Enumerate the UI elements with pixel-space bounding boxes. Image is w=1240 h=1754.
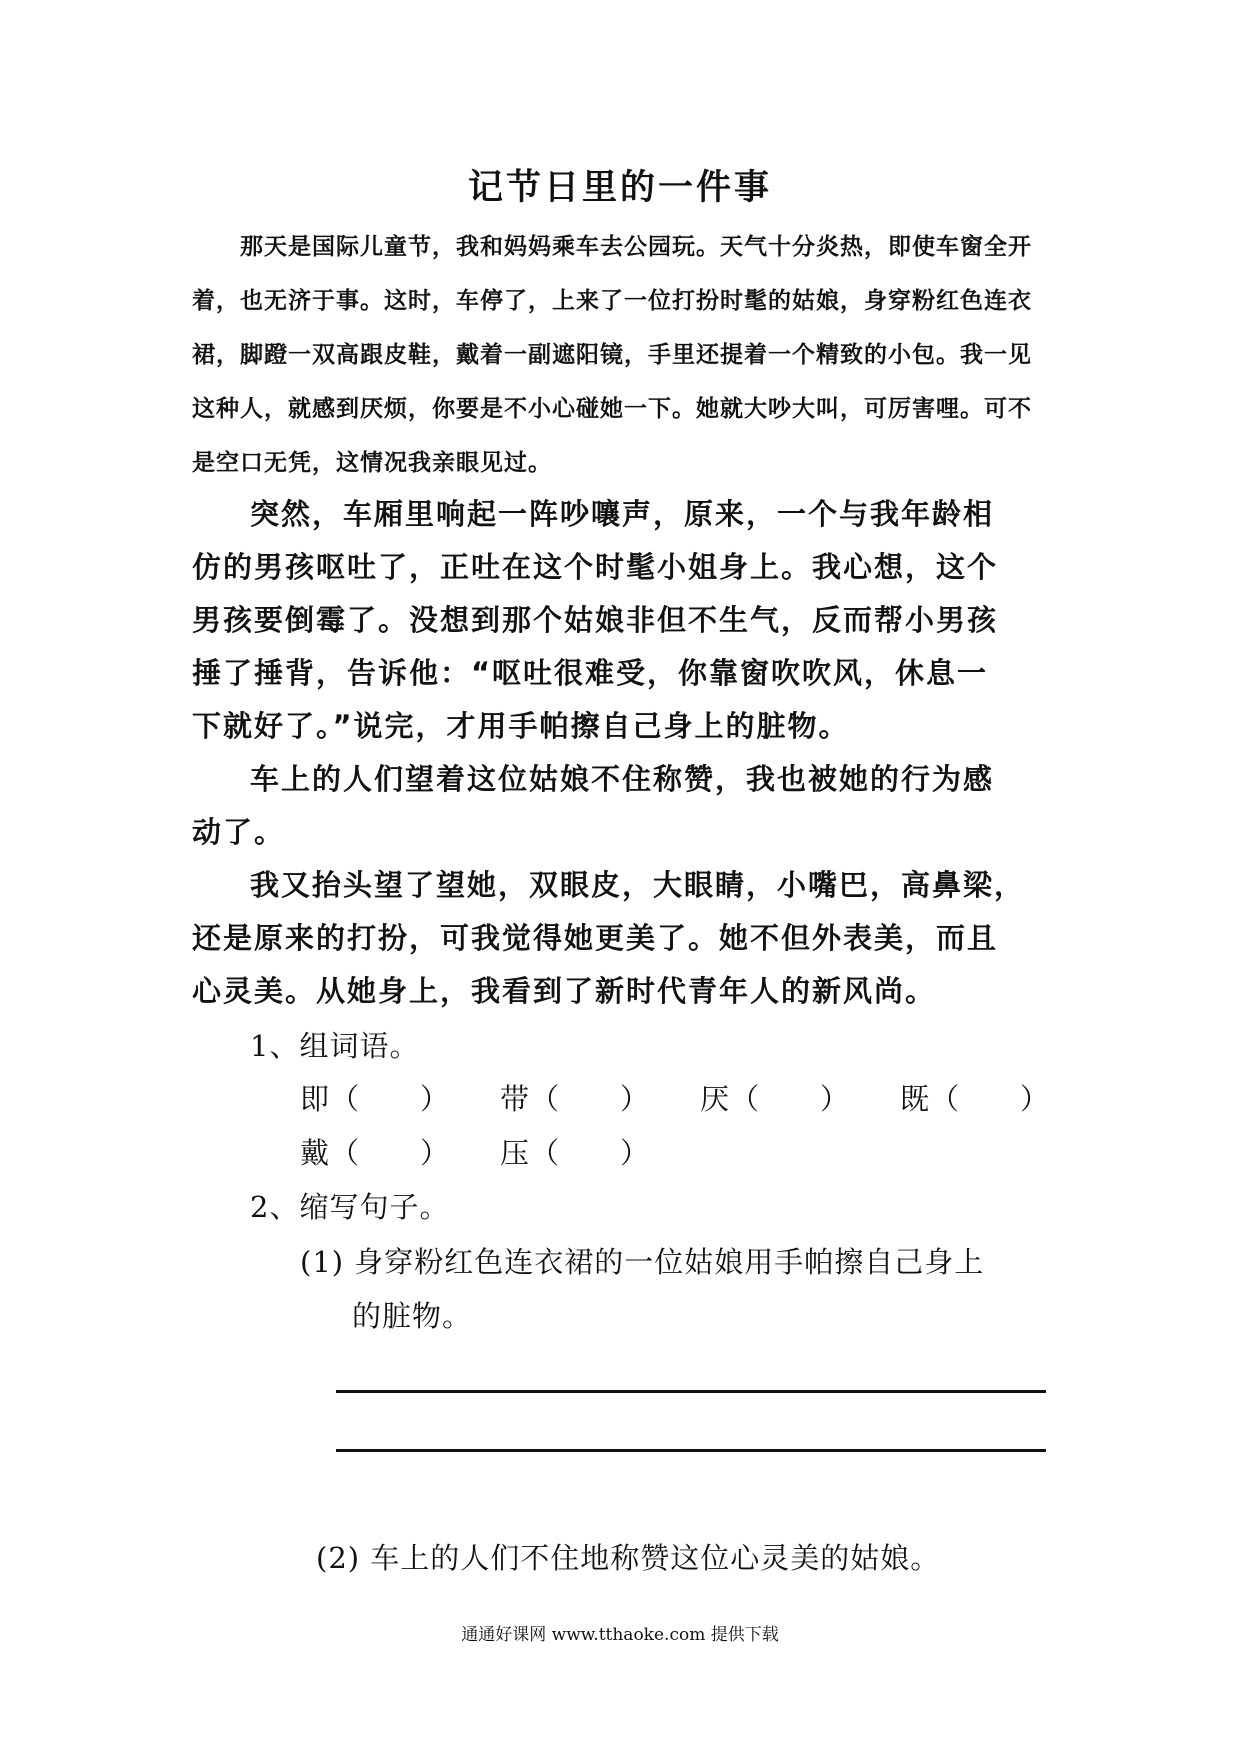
para2-line-2: 仿的男孩呕吐了，正吐在这个时髦小姐身上。我心想，这个 <box>192 550 999 584</box>
para1-line-2: 着，也无济于事。这时，车停了，上来了一位打扮时髦的姑娘，身穿粉红色连衣 <box>192 288 1032 314</box>
q1-item-2: 带（ ） <box>500 1082 651 1116</box>
para2-line-5: 下就好了。”说完，才用手帕擦自己身上的脏物。 <box>192 709 850 743</box>
para1-line-5: 是空口无凭，这情况我亲眼见过。 <box>192 450 552 476</box>
para2-line-3: 男孩要倒霉了。没想到那个姑娘非但不生气，反而帮小男孩 <box>192 603 999 637</box>
q2-sub1-line-1: (1) 身穿粉红色连衣裙的一位姑娘用手帕擦自己身上 <box>300 1245 985 1279</box>
para1-line-3: 裙，脚蹬一双高跟皮鞋，戴着一副遮阳镜，手里还提着一个精致的小包。我一见 <box>192 342 1032 368</box>
footer-text: 通通好课网 www.tthaoke.com 提供下载 <box>461 1625 779 1645</box>
q1-item-1: 即（ ） <box>300 1082 451 1116</box>
q1-item-5: 戴（ ） <box>300 1136 451 1170</box>
article-title: 记节日里的一件事 <box>467 168 772 208</box>
para2-line-1: 突然，车厢里响起一阵吵嚷声，原来，一个与我年龄相 <box>250 497 995 531</box>
para4-line-3: 心灵美。从她身上，我看到了新时代青年人的新风尚。 <box>192 974 937 1008</box>
q2-sub1-line-2: 的脏物。 <box>352 1299 473 1333</box>
para2-line-4: 捶了捶背，告诉他：“呕吐很难受，你靠窗吹吹风，休息一 <box>192 656 989 690</box>
q1-item-4: 既（ ） <box>900 1082 1051 1116</box>
para4-line-1: 我又抬头望了望她，双眼皮，大眼睛，小嘴巴，高鼻梁， <box>250 868 1026 902</box>
question-2-title: 2、缩写句子。 <box>250 1190 450 1224</box>
para1-line-1: 那天是国际儿童节，我和妈妈乘车去公园玩。天气十分炎热，即使车窗全开 <box>240 234 1032 260</box>
para4-line-2: 还是原来的打扮，可我觉得她更美了。她不但外表美，而且 <box>192 921 999 955</box>
q2-sub2: (2) 车上的人们不住地称赞这位心灵美的姑娘。 <box>316 1541 941 1575</box>
answer-line-2[interactable] <box>336 1449 1046 1452</box>
q1-item-6: 压（ ） <box>500 1136 651 1170</box>
q1-item-3: 厌（ ） <box>700 1082 851 1116</box>
para3-line-1: 车上的人们望着这位姑娘不住称赞，我也被她的行为感 <box>250 762 995 796</box>
question-1-title: 1、组词语。 <box>250 1029 420 1063</box>
para3-line-2: 动了。 <box>192 815 286 849</box>
para1-line-4: 这种人，就感到厌烦，你要是不小心碰她一下。她就大吵大叫，可厉害哩。可不 <box>192 396 1032 422</box>
answer-line-1[interactable] <box>336 1390 1046 1393</box>
